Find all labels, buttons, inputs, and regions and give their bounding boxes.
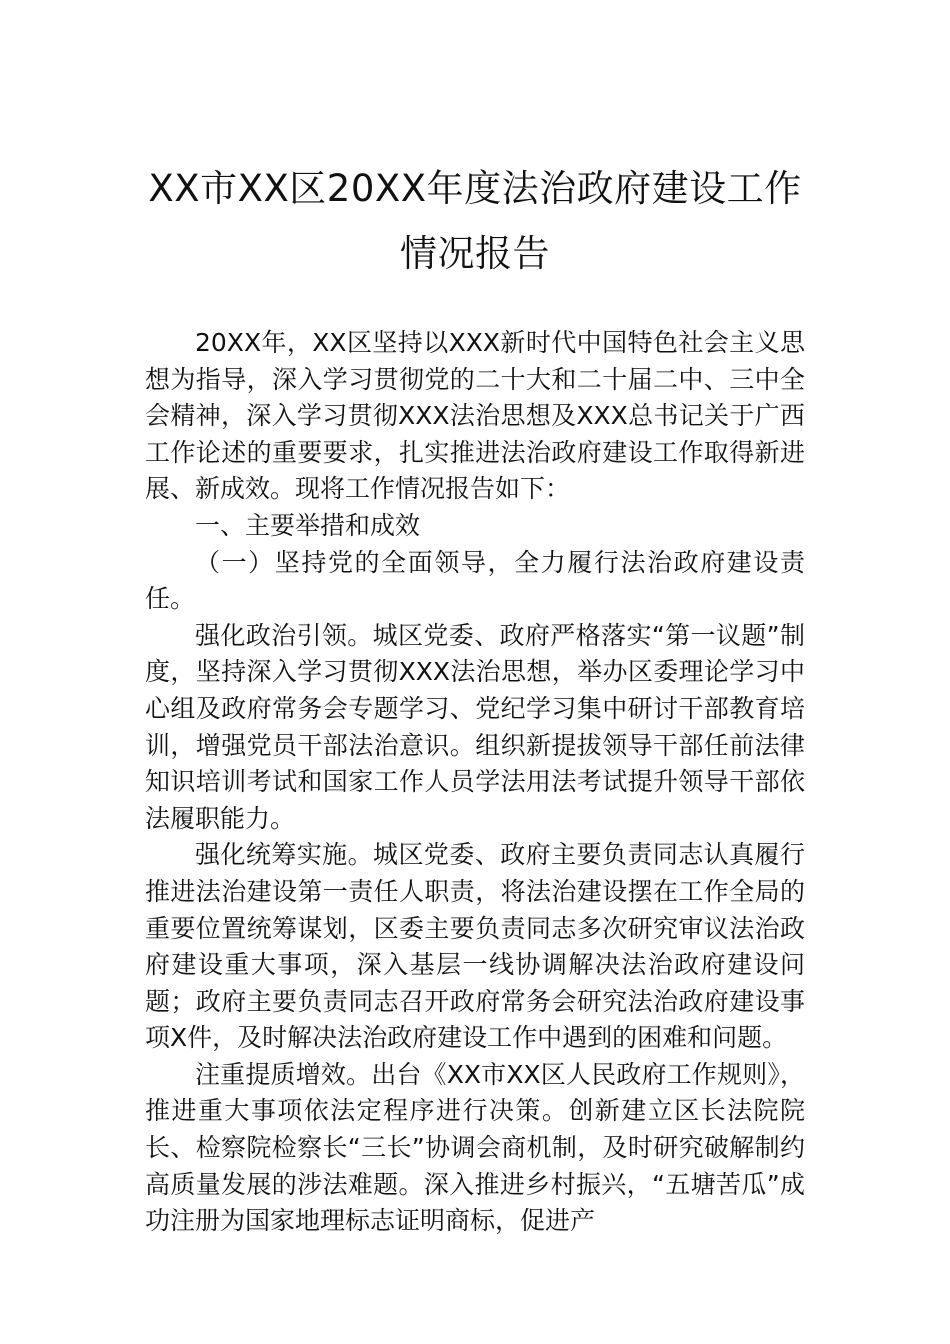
subsection-heading: （一）坚持党的全面领导，全力履行法治政府建设责任。 [145,547,805,614]
intro-paragraph: 20XX年，XX区坚持以XXX新时代中国特色社会主义思想为指导，深入学习贯彻党的二十大和二十届二中、三中全会精神，深入学习贯彻XXX法治思想及XXX总书记关于广西工作论述的重要要求，扎实推进法治政府建设工作取得新进展、新成效。现将工作情况报告如下： [145,328,805,504]
paragraph-political-guidance: 强化政治引领。城区党委、政府严格落实“第一议题”制度，坚持深入学习贯彻XXX法治思想，举办区委理论学习中心组及政府常务会专题学习、党纪学习集中研讨干部教育培训，增强党员干部法治意识。组织新提拔领导干部任前法律知识培训考试和国家工作人员学法用法考试提升领导干部依法履职能力。 [145,620,805,833]
paragraph-coordination: 强化统筹实施。城区党委、政府主要负责同志认真履行推进法治建设第一责任人职责，将法治建设摆在工作全局的重要位置统筹谋划，区委主要负责同志多次研究审议法治政府建设重大事项，深入基层一线协调解决法治政府建设问题；政府主要负责同志召开政府常务会研究法治政府建设事项X件，及时解决法治政府建设工作中遇到的困难和问题。 [145,840,805,1053]
document-body [145,325,805,1240]
document-title-line-2: 情况报告 [400,232,550,275]
document-title-line-1: XX市XX区20XX年度法治政府建设工作 [148,167,802,210]
section-heading: 一、主要举措和成效 [195,510,421,540]
paragraph-quality-efficiency: 注重提质增效。出台《XX市XX区人民政府工作规则》，推进重大事项依法定程序进行决策。创新建立区长法院院长、检察院检察长“三长”协调会商机制，及时研究破解制约高质量发展的涉法难题。深入推进乡村振兴，“五塘苦瓜”成功注册为国家地理标志证明商标，促进产 [145,1059,805,1236]
